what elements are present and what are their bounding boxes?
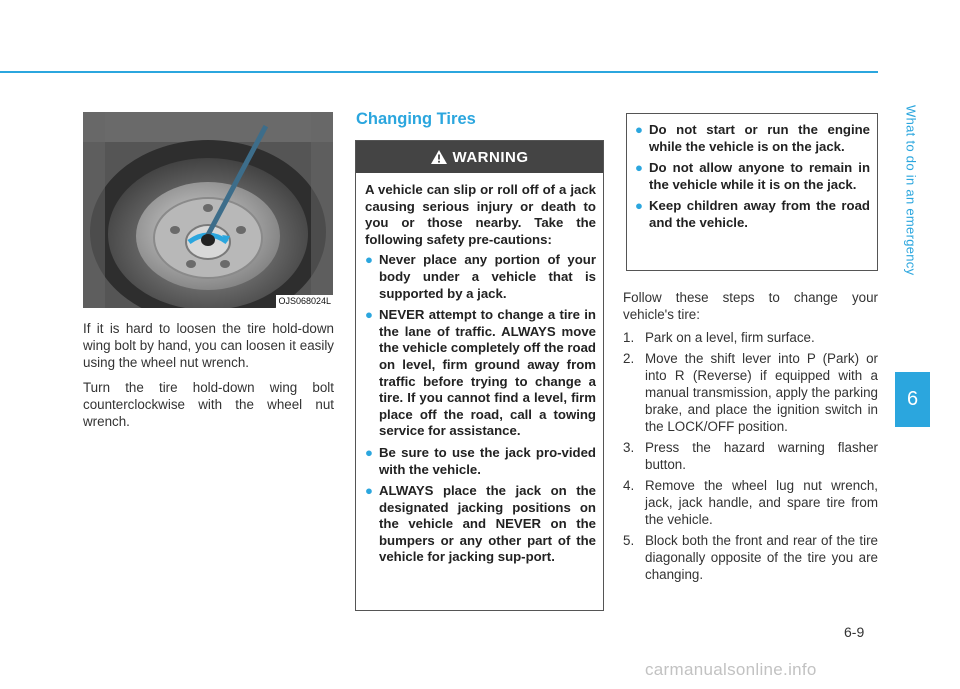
- figure-code: OJS068024L: [278, 296, 331, 306]
- step-text: Block both the front and rear of the tire diagonally opposite of the tire you are changing.: [645, 533, 878, 582]
- step-text: Park on a level, firm surface.: [645, 330, 815, 345]
- warning-item: ● NEVER attempt to change a tire in the lane of traffic. ALWAYS move the vehicle completely off the road on level, firm ground away from traffic before trying to change a tire. If you cannot find a level, firm place off the road, call a towing service for assistance.: [365, 307, 596, 439]
- step-item: [623, 532, 878, 583]
- warning-list-continued: [635, 122, 870, 232]
- step-item: [623, 350, 878, 435]
- step-item: [623, 439, 878, 473]
- warning-box-continued: [626, 113, 878, 271]
- bullet-dot-icon: ●: [635, 198, 643, 214]
- step-text: Move the shift lever into P (Park) or into R (Reverse) if equipped with a manual transmission, apply the parking brake, and place the ignition switch in the LOCK/OFF position.: [645, 351, 878, 434]
- steps-intro: Follow these steps to change your vehicle's tire:: [623, 290, 878, 322]
- warning-item: ● Do not allow anyone to remain in the vehicle while it is on the jack.: [635, 160, 870, 192]
- step-number: 4.: [623, 478, 635, 493]
- step-number: 5.: [623, 533, 635, 548]
- spare-tire-illustration: [83, 112, 333, 308]
- bullet-dot-icon: ●: [635, 160, 643, 176]
- spare-tire-photo: [83, 112, 333, 308]
- warning-item: ● Do not start or run the engine while the vehicle is on the jack.: [635, 122, 870, 154]
- chapter-label: What to do in an emergency: [903, 104, 919, 276]
- warning-item: ● Never place any portion of your body under a vehicle that is supported by a jack.: [365, 252, 596, 301]
- intro-text: [83, 320, 334, 438]
- step-text: Press the hazard warning flasher button.: [645, 440, 878, 472]
- bullet-dot-icon: ●: [365, 307, 373, 323]
- bullet-dot-icon: ●: [365, 252, 373, 268]
- intro-paragraph: Turn the tire hold-down wing bolt counterclockwise with the wheel nut wrench.: [83, 380, 334, 429]
- bullet-dot-icon: ●: [635, 122, 643, 137]
- warning-label: WARNING: [452, 148, 529, 166]
- watermark: carmanualsonline.info: [645, 660, 817, 679]
- top-rule: [0, 71, 878, 73]
- step-item: [623, 329, 878, 346]
- step-number: 3.: [623, 440, 635, 455]
- steps-list: [623, 329, 878, 583]
- step-item: [623, 477, 878, 528]
- warning-item: ● ALWAYS place the jack on the designated jacking positions on the vehicle and NEVER on the bumpers or any other part of the vehicle for jacking sup-port.: [365, 483, 596, 565]
- bullet-dot-icon: ●: [365, 483, 373, 499]
- warning-triangle-icon: [431, 150, 447, 164]
- bullet-dot-icon: ●: [365, 444, 373, 460]
- warning-list: [365, 252, 596, 566]
- step-number: 1.: [623, 330, 635, 345]
- page-number: 6-9: [844, 624, 865, 640]
- step-number: 2.: [623, 351, 635, 366]
- steps-section: [623, 289, 878, 587]
- step-text: Remove the wheel lug nut wrench, jack, jack handle, and spare tire from the vehicle.: [645, 478, 878, 527]
- warning-box: [355, 140, 604, 611]
- warning-header: [356, 141, 603, 173]
- section-title: Changing Tires: [356, 110, 476, 128]
- chapter-tab: 6: [895, 372, 930, 427]
- warning-lead: A vehicle can slip or roll off of a jack causing serious injury or death to you or those nearby. Take the following safety pre-cautions:: [365, 182, 596, 247]
- warning-item: ● Be sure to use the jack pro-vided with the vehicle.: [365, 444, 596, 477]
- warning-item: ● Keep children away from the road and the vehicle.: [635, 198, 870, 230]
- intro-paragraph: If it is hard to loosen the tire hold-down wing bolt by hand, you can loosen it easily using the wheel nut wrench.: [83, 321, 334, 370]
